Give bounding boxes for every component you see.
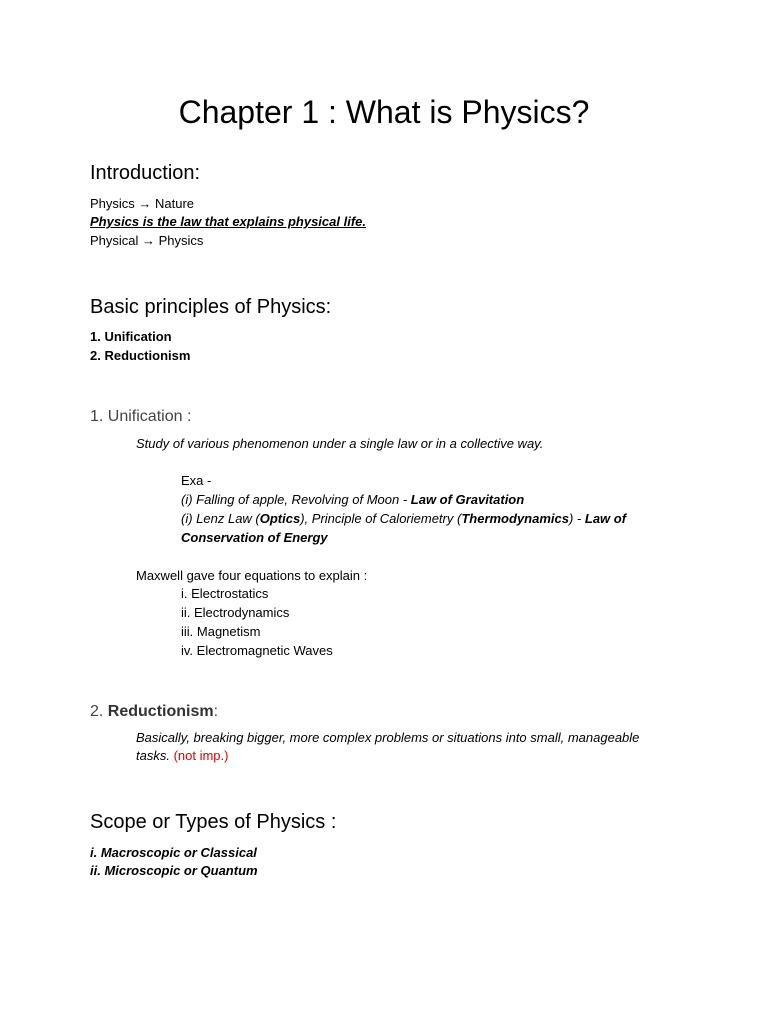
- example-1: (i) Falling of apple, Revolving of Moon - Law of Gravitation: [181, 492, 525, 507]
- unification-heading: 1. Unification :: [90, 408, 192, 425]
- scope-item-microscopic: ii. Microscopic or Quantum: [90, 863, 258, 878]
- maxwell-item: i. Electrostatics: [181, 586, 269, 601]
- reductionism-description: Basically, breaking bigger, more complex problems or situations into small, manageable: [136, 730, 640, 745]
- principle-item-reductionism: 2. Reductionism: [90, 348, 191, 363]
- maxwell-item: iv. Electromagnetic Waves: [181, 643, 333, 658]
- not-important-note: (not imp.): [173, 748, 229, 763]
- unification-description: Study of various phenomenon under a single law or in a collective way.: [136, 436, 544, 451]
- page-title: Chapter 1 : What is Physics?: [178, 94, 590, 130]
- reductionism-description-2: tasks. (not imp.): [136, 748, 229, 763]
- example-2-continued: Conservation of Energy: [181, 530, 328, 545]
- intro-line-2: Physics is the law that explains physical life.: [90, 214, 366, 229]
- maxwell-item: iii. Magnetism: [181, 624, 261, 639]
- maxwell-intro: Maxwell gave four equations to explain :: [136, 568, 368, 583]
- principles-heading: Basic principles of Physics:: [90, 296, 332, 318]
- reductionism-heading: 2. Reductionism:: [90, 703, 219, 720]
- scope-item-macroscopic: i. Macroscopic or Classical: [90, 845, 257, 860]
- introduction-heading: Introduction:: [90, 162, 201, 184]
- intro-line-1: Physics → Nature: [90, 196, 195, 211]
- maxwell-item: ii. Electrodynamics: [181, 605, 290, 620]
- scope-heading: Scope or Types of Physics :: [90, 811, 337, 833]
- example-label: Exa -: [181, 473, 212, 488]
- example-2: (i) Lenz Law (Optics), Principle of Caloriemetry (Thermodynamics) - Law of: [181, 511, 627, 526]
- principle-item-unification: 1. Unification: [90, 329, 172, 344]
- intro-line-3: Physical → Physics: [90, 233, 204, 248]
